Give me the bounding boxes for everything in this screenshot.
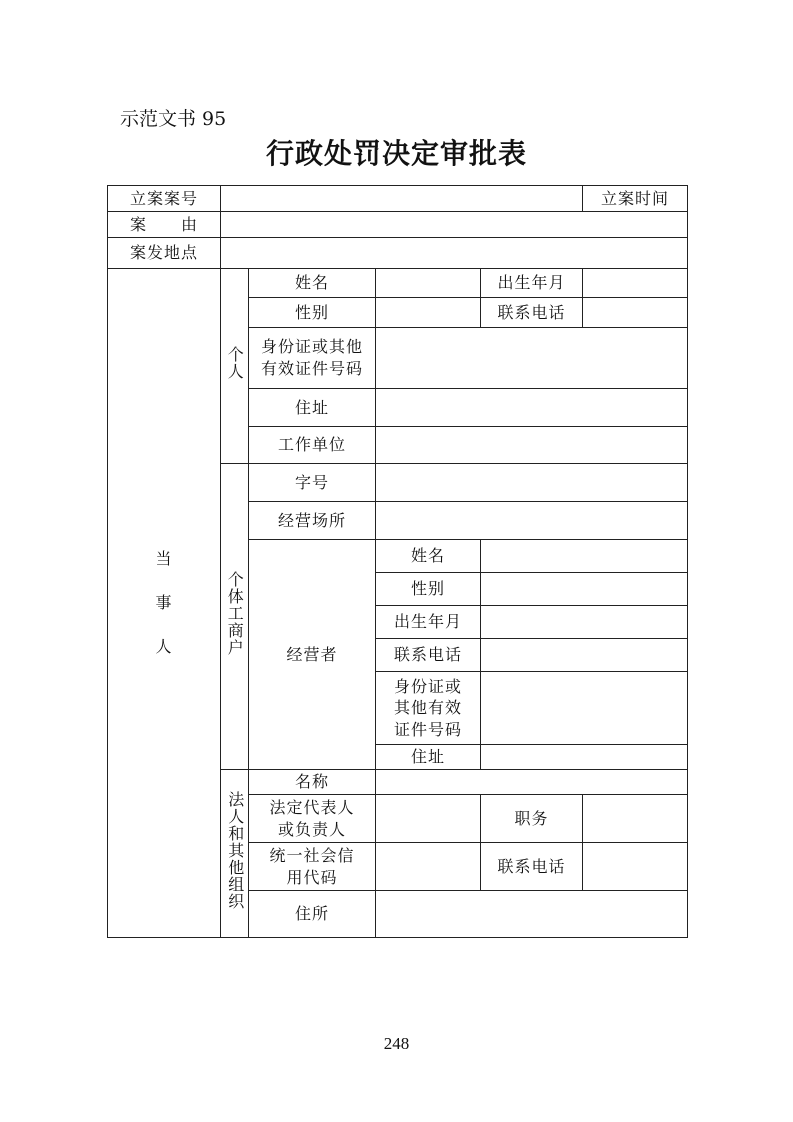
row-individual-name [108,269,688,298]
case-location-field[interactable] [221,238,688,269]
org-credit-code-field[interactable] [376,843,481,891]
case-number-field[interactable] [221,186,583,212]
individual-gender-field[interactable] [376,298,481,328]
org-phone-field[interactable] [583,843,688,891]
row-case-number [108,186,688,212]
individual-name-field[interactable] [376,269,481,298]
operator-address-field[interactable] [481,745,688,770]
individual-phone-label: 联系电话 [481,298,583,328]
org-rep-label: 法定代表人或负责人 [249,795,376,843]
individual-id-field[interactable] [376,328,688,389]
org-position-field[interactable] [583,795,688,843]
case-time-label: 立案时间 [583,186,688,212]
case-reason-label: 案 由 [108,212,221,238]
business-premises-field[interactable] [376,502,688,540]
document-number: 示范文书 95 [120,108,227,130]
individual-address-label: 住址 [249,389,376,427]
operator-address-label: 住址 [376,745,481,770]
org-position-label: 职务 [481,795,583,843]
business-premises-label: 经营场所 [249,502,376,540]
operator-phone-field[interactable] [481,639,688,672]
form-title: 行政处罚决定审批表 [265,137,527,170]
org-rep-field[interactable] [376,795,481,843]
row-case-location [108,238,688,269]
case-reason-field[interactable] [221,212,688,238]
individual-address-field[interactable] [376,389,688,427]
case-number-label: 立案案号 [108,186,221,212]
business-trade-name-field[interactable] [376,464,688,502]
org-domicile-label: 住所 [249,891,376,938]
case-location-label: 案发地点 [108,238,221,269]
operator-id-label: 身份证或其他有效证件号码 [376,672,481,745]
organization-group-label: 法人和其他组织 [221,770,249,938]
individual-employer-field[interactable] [376,427,688,464]
org-phone-label: 联系电话 [481,843,583,891]
operator-gender-field[interactable] [481,573,688,606]
individual-gender-label: 性别 [249,298,376,328]
operator-phone-label: 联系电话 [376,639,481,672]
org-name-field[interactable] [376,770,688,795]
org-domicile-field[interactable] [376,891,688,938]
org-credit-code-label: 统一社会信用代码 [249,843,376,891]
row-case-reason [108,212,688,238]
business-trade-name-label: 字号 [249,464,376,502]
operator-id-field[interactable] [481,672,688,745]
org-name-label: 名称 [249,770,376,795]
individual-birth-label: 出生年月 [481,269,583,298]
individual-employer-label: 工作单位 [249,427,376,464]
business-operator-label: 经营者 [249,540,376,770]
individual-name-label: 姓名 [249,269,376,298]
individual-group-label: 个人 [221,269,249,464]
operator-gender-label: 性别 [376,573,481,606]
business-group-label: 个体工商户 [221,464,249,770]
page-number: 248 [383,1034,410,1053]
individual-id-label: 身份证或其他有效证件号码 [249,328,376,389]
individual-birth-field[interactable] [583,269,688,298]
individual-phone-field[interactable] [583,298,688,328]
operator-birth-label: 出生年月 [376,606,481,639]
operator-name-label: 姓名 [376,540,481,573]
approval-form-table [107,185,688,938]
operator-birth-field[interactable] [481,606,688,639]
party-section-label: 当事人 [108,269,221,938]
operator-name-field[interactable] [481,540,688,573]
